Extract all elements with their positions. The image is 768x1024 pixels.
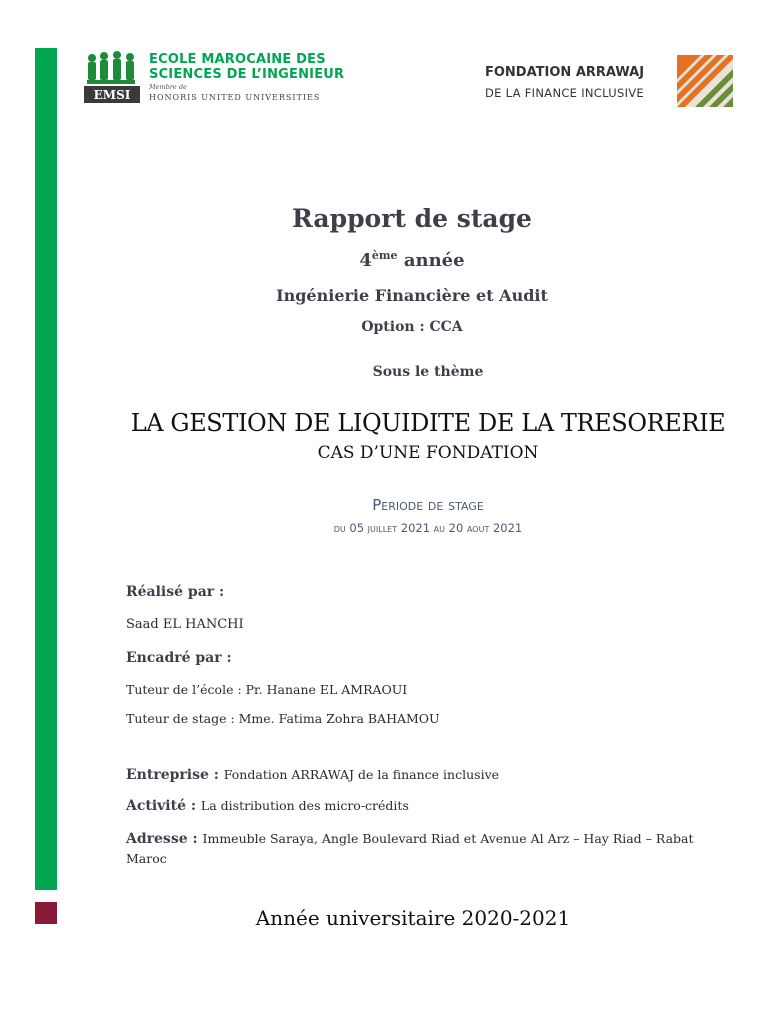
report-title: Rapport de stage bbox=[292, 204, 532, 233]
theme-intro: Sous le thème bbox=[372, 364, 484, 380]
green-side-bar bbox=[35, 48, 57, 890]
entreprise-value: Fondation ARRAWAJ de la finance inclusive bbox=[223, 767, 500, 782]
year-word: année bbox=[403, 250, 465, 271]
adresse-value: Immeuble Saraya, Angle Boulevard Riad et Avenue Al Arz – Hay Riad – Rabat Maroc bbox=[126, 831, 694, 866]
entreprise-row bbox=[126, 767, 499, 783]
academic-year: Année universitaire 2020-2021 bbox=[255, 906, 571, 930]
study-option: Option : CCA bbox=[361, 319, 463, 335]
emsi-name bbox=[149, 52, 344, 82]
activite-label: Activité : bbox=[126, 798, 197, 814]
periode-dates: du 05 juillet 2021 au 20 aout 2021 bbox=[333, 521, 523, 535]
theme-subtitle: CAS D’UNE FONDATION bbox=[317, 443, 539, 463]
adresse-label: Adresse : bbox=[126, 831, 198, 847]
realise-value: Saad EL HANCHI bbox=[126, 617, 244, 632]
emsi-name-line2: SCIENCES DE L’INGENIEUR bbox=[149, 67, 345, 82]
year-sup: ème bbox=[371, 249, 398, 262]
adresse-row bbox=[126, 829, 726, 869]
encadre-label: Encadré par : bbox=[126, 650, 232, 666]
arrawaj-name-line2: DE LA FINANCE INCLUSIVE bbox=[485, 86, 644, 100]
honoris-text: HONORIS UNITED UNIVERSITIES bbox=[149, 93, 321, 102]
arrawaj-stripes-icon bbox=[677, 55, 733, 107]
emsi-logo bbox=[84, 50, 345, 106]
year-number: 4 bbox=[359, 250, 372, 271]
entreprise-label: Entreprise : bbox=[126, 767, 219, 783]
svg-text:EMSI: EMSI bbox=[93, 88, 131, 102]
theme-title: LA GESTION DE LIQUIDITE DE LA TRESORERIE bbox=[130, 409, 726, 437]
arrawaj-logo bbox=[481, 55, 736, 109]
emsi-name-line1: ECOLE MAROCAINE DES bbox=[149, 52, 326, 67]
tuteur-ecole: Tuteur de l’école : Pr. Hanane EL AMRAOUI bbox=[126, 682, 408, 697]
activite-row bbox=[126, 798, 409, 814]
emsi-member-text: Membre de bbox=[149, 83, 187, 91]
tuteur-stage: Tuteur de stage : Mme. Fatima Zohra BAHAMOU bbox=[126, 711, 440, 726]
report-year bbox=[28, 249, 768, 271]
periode-label: Periode de stage bbox=[372, 496, 484, 514]
activite-value: La distribution des micro-crédits bbox=[200, 798, 409, 813]
realise-label: Réalisé par : bbox=[126, 584, 225, 600]
emsi-emblem-icon bbox=[84, 50, 140, 103]
study-field: Ingénierie Financière et Audit bbox=[276, 286, 548, 305]
arrawaj-name-line1: FONDATION ARRAWAJ bbox=[485, 65, 645, 80]
